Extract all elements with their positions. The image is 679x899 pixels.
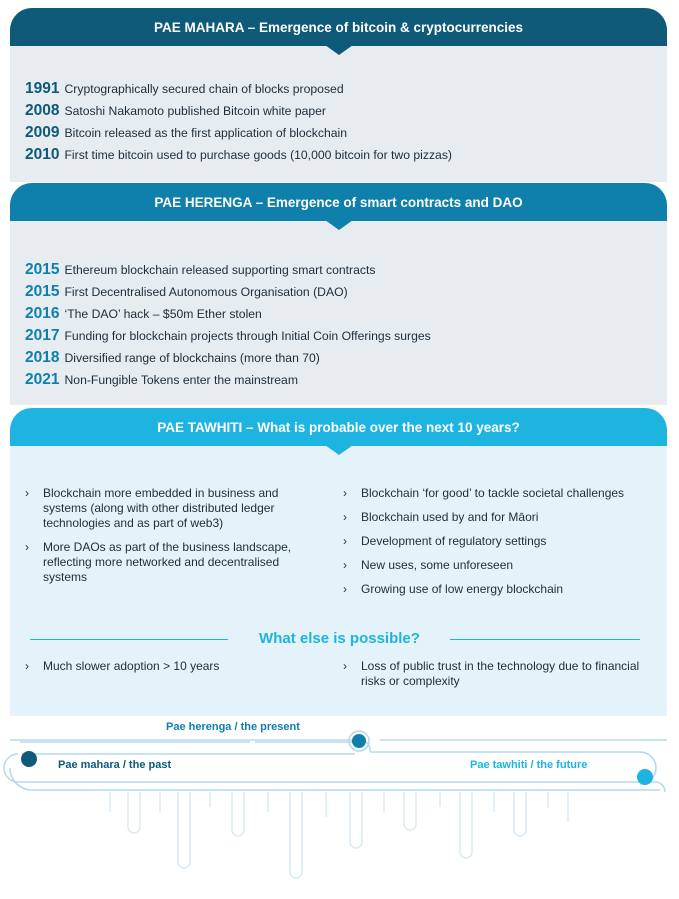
timeline-track-graphic — [0, 712, 679, 899]
present-track-label: Pae herenga / the present — [166, 721, 300, 733]
list-item-text: Development of regulatory settings — [361, 534, 547, 548]
timeline-year: 2010 — [25, 146, 60, 163]
timeline-text: ‘The DAO’ hack – $50m Ether stolen — [64, 307, 262, 321]
list-item-text: Much slower adoption > 10 years — [43, 659, 220, 673]
timeline-text: Cryptographically secured chain of blocks proposed — [64, 82, 344, 96]
timeline-text: First Decentralised Autonomous Organisation (DAO) — [64, 285, 348, 299]
timeline-year: 2015 — [25, 261, 60, 278]
timeline-text: Satoshi Nakamoto published Bitcoin white paper — [64, 104, 326, 118]
list-item — [343, 486, 653, 501]
chevron-right-icon: › — [343, 582, 347, 596]
timeline-year: 2008 — [25, 102, 60, 119]
past-marker-icon — [21, 751, 37, 767]
list-item-text: Blockchain ‘for good’ to tackle societal challenges — [361, 486, 625, 500]
chevron-right-icon: › — [25, 659, 29, 673]
timeline-row — [25, 325, 431, 347]
list-item — [343, 582, 653, 597]
possible-list-right — [343, 659, 653, 698]
chevron-right-icon: › — [25, 486, 29, 500]
list-item-text: Blockchain more embedded in business and systems (along with other distributed ledger technologies and as part of web3) — [43, 486, 279, 530]
timeline-row — [25, 259, 431, 281]
timeline-row — [25, 303, 431, 325]
past-section-title: PAE MAHARA – Emergence of bitcoin & cryptocurrencies — [153, 19, 524, 35]
timeline-year: 2009 — [25, 124, 60, 141]
timeline-year: 2015 — [25, 283, 60, 300]
list-item-text: More DAOs as part of the business landscape, reflecting more networked and decentralised systems — [43, 540, 292, 584]
timeline-year: 2016 — [25, 305, 60, 322]
present-timeline — [25, 259, 431, 391]
future-marker-icon — [637, 769, 653, 785]
probable-list-left — [25, 486, 315, 594]
probable-list-right — [343, 486, 653, 606]
past-section-header — [10, 8, 667, 46]
timeline-text: Funding for blockchain projects through Initial Coin Offerings surges — [64, 329, 431, 343]
timeline-row — [25, 100, 452, 122]
decorative-lines — [110, 792, 568, 878]
timeline-year: 2021 — [25, 371, 60, 388]
list-item — [25, 486, 315, 531]
timeline-text: Non-Fungible Tokens enter the mainstream — [64, 373, 298, 387]
chevron-right-icon: › — [343, 510, 347, 524]
chevron-right-icon: › — [343, 486, 347, 500]
list-item — [25, 540, 315, 585]
timeline-row — [25, 78, 452, 100]
present-section-title: PAE HERENGA – Emergence of smart contracts and DAO — [154, 194, 523, 210]
future-section-title: PAE TAWHITI – What is probable over the next 10 years? — [157, 419, 520, 435]
past-track-label: Pae mahara / the past — [58, 759, 172, 771]
list-item-text: New uses, some unforeseen — [361, 558, 514, 572]
possible-list-left — [25, 659, 315, 683]
chevron-right-icon: › — [343, 558, 347, 572]
chevron-right-icon: › — [343, 659, 347, 673]
list-item — [25, 659, 315, 674]
timeline-text: First time bitcoin used to purchase goods (10,000 bitcoin for two pizzas) — [64, 148, 452, 162]
past-timeline — [25, 78, 452, 166]
chevron-right-icon: › — [25, 540, 29, 554]
list-item — [343, 534, 653, 549]
timeline-text: Ethereum blockchain released supporting smart contracts — [64, 263, 376, 277]
list-item-text: Blockchain used by and for Māori — [361, 510, 539, 524]
timeline-text: Diversified range of blockchains (more than 70) — [64, 351, 320, 365]
list-item-text: Growing use of low energy blockchain — [361, 582, 564, 596]
list-item — [343, 558, 653, 573]
future-section-header — [10, 408, 667, 446]
future-track-label: Pae tawhiti / the future — [470, 759, 588, 771]
timeline-row — [25, 281, 431, 303]
chevron-right-icon: › — [343, 534, 347, 548]
present-marker-icon — [352, 734, 366, 748]
timeline-row — [25, 144, 452, 166]
timeline-year: 1991 — [25, 80, 60, 97]
else-heading-text: What else is possible? — [253, 630, 426, 647]
timeline-row — [25, 347, 431, 369]
timeline-year: 2017 — [25, 327, 60, 344]
timeline-year: 2018 — [25, 349, 60, 366]
timeline-row — [25, 122, 452, 144]
timeline-row — [25, 369, 431, 391]
present-section-header — [10, 183, 667, 221]
list-item-text: Loss of public trust in the technology due to financial risks or complexity — [361, 659, 640, 688]
list-item — [343, 510, 653, 525]
list-item — [343, 659, 653, 689]
timeline-text: Bitcoin released as the first application of blockchain — [64, 126, 347, 140]
else-heading — [0, 630, 679, 647]
